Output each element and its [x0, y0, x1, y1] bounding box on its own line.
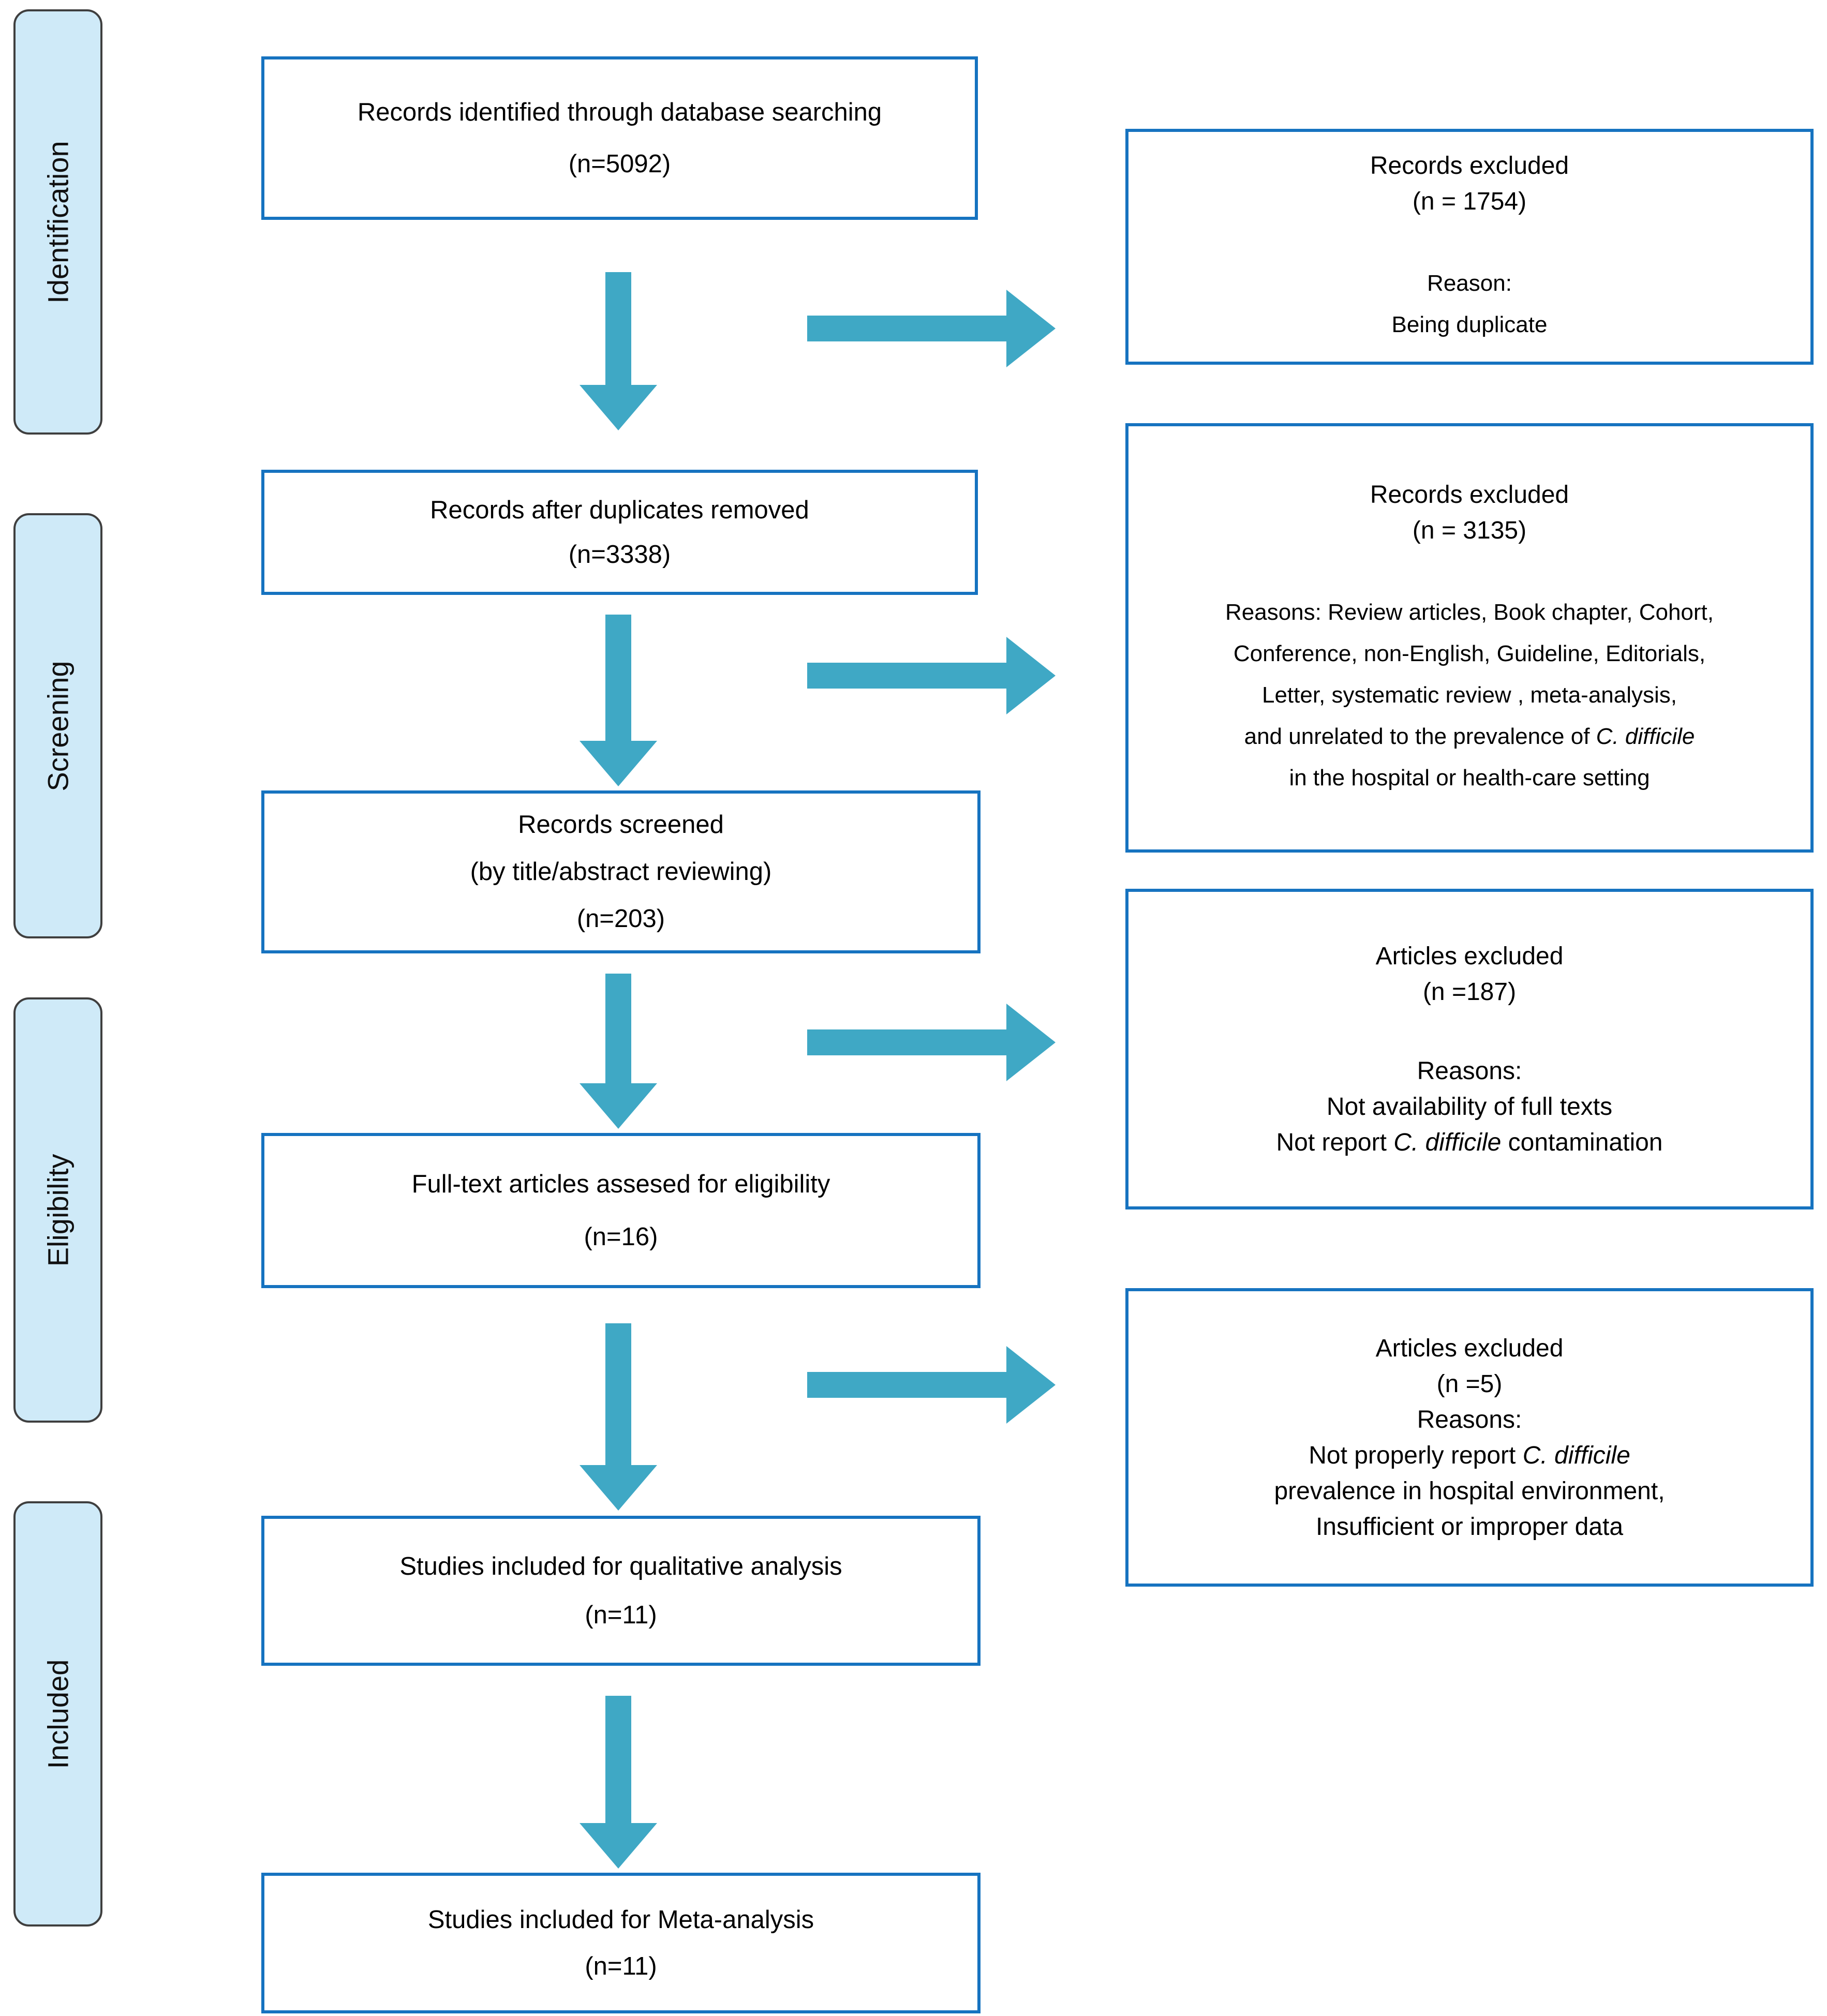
stage-label-screening	[13, 513, 102, 938]
italic-species-name: C. difficile	[1393, 1128, 1502, 1156]
reason-label: Reasons:	[1417, 1057, 1522, 1085]
right-arrow-1	[807, 290, 1056, 367]
excluded-title: Articles excluded	[1375, 1334, 1564, 1362]
arrow-shaft	[605, 1696, 631, 1823]
flow-box-duplicates-removed	[261, 470, 978, 595]
stage-label-text: Identification	[41, 140, 75, 304]
reason-text: Insufficient or improper data	[1315, 1513, 1624, 1541]
stage-label-identification	[13, 9, 102, 435]
arrow-head	[580, 1083, 657, 1129]
reason-text: Letter, systematic review , meta-analysis,	[1261, 682, 1677, 708]
arrow-shaft	[807, 663, 1006, 689]
box-count: (n=11)	[585, 1601, 657, 1629]
italic-species-name: C. difficile	[1522, 1441, 1630, 1469]
reason-text: and unrelated to the prevalence of C. difficile	[1244, 724, 1695, 749]
down-arrow-4	[580, 1323, 657, 1511]
arrow-head	[580, 385, 657, 430]
arrow-shaft	[605, 272, 631, 385]
excluded-box-screening	[1125, 423, 1814, 853]
box-text: Studies included for qualitative analysis	[399, 1552, 842, 1580]
stage-label-eligibility	[13, 997, 102, 1423]
reason-text: prevalence in hospital environment,	[1274, 1477, 1665, 1505]
box-count: (n=203)	[576, 905, 665, 933]
stage-label-text: Screening	[41, 660, 75, 792]
box-text: Records after duplicates removed	[430, 496, 809, 524]
box-text: Records identified through database searching	[357, 98, 882, 126]
box-text: (by title/abstract reviewing)	[470, 857, 772, 886]
right-arrow-3	[807, 1004, 1056, 1081]
box-text: Full-text articles assesed for eligibility	[411, 1170, 830, 1199]
down-arrow-1	[580, 272, 657, 430]
reason-text: Being duplicate	[1391, 312, 1548, 337]
box-count: (n=11)	[585, 1952, 657, 1980]
excluded-title: Articles excluded	[1375, 942, 1564, 970]
flow-box-records-identified	[261, 56, 978, 220]
flow-box-fulltext-assessed	[261, 1133, 981, 1288]
arrow-head	[1006, 637, 1056, 714]
reason-text: Reasons: Review articles, Book chapter, Cohort,	[1225, 600, 1714, 625]
reason-text: Not availability of full texts	[1326, 1093, 1613, 1121]
down-arrow-2	[580, 615, 657, 786]
excluded-count: (n =187)	[1422, 978, 1517, 1006]
arrow-head	[1006, 1004, 1056, 1081]
reason-text: Not report C. difficile contamination	[1276, 1128, 1663, 1156]
box-count: (n=16)	[584, 1222, 658, 1251]
excluded-count: (n = 3135)	[1412, 517, 1527, 544]
box-count: (n=5092)	[568, 150, 671, 178]
excluded-box-analysis	[1125, 1288, 1814, 1587]
excluded-count: (n = 1754)	[1412, 188, 1527, 215]
flow-box-meta-analysis	[261, 1873, 981, 2013]
excluded-box-duplicates	[1125, 129, 1814, 365]
arrow-head	[1006, 290, 1056, 367]
reason-label: Reasons:	[1417, 1406, 1522, 1433]
excluded-box-fulltext	[1125, 889, 1814, 1209]
box-text: Studies included for Meta-analysis	[427, 1906, 814, 1934]
arrow-shaft	[605, 615, 631, 741]
arrow-head	[1006, 1346, 1056, 1424]
arrow-head	[580, 741, 657, 786]
excluded-title: Records excluded	[1370, 152, 1569, 180]
excluded-title: Records excluded	[1370, 481, 1569, 509]
flow-box-qualitative-analysis	[261, 1516, 981, 1666]
arrow-shaft	[605, 974, 631, 1083]
box-count: (n=3338)	[568, 541, 671, 569]
reason-text: in the hospital or health-care setting	[1289, 765, 1650, 790]
reason-text: Not properly report C. difficile	[1309, 1441, 1630, 1469]
flow-box-records-screened	[261, 790, 981, 953]
stage-label-text: Eligibility	[41, 1154, 75, 1266]
reason-label: Reason:	[1427, 271, 1512, 296]
right-arrow-4	[807, 1346, 1056, 1424]
down-arrow-3	[580, 974, 657, 1129]
stage-label-included	[13, 1501, 102, 1927]
arrow-shaft	[807, 316, 1006, 341]
stage-label-text: Included	[41, 1659, 75, 1769]
reason-text: Conference, non-English, Guideline, Editorials,	[1233, 641, 1706, 666]
arrow-head	[580, 1465, 657, 1511]
arrow-head	[580, 1823, 657, 1869]
right-arrow-2	[807, 637, 1056, 714]
box-text: Records screened	[518, 810, 724, 839]
excluded-count: (n =5)	[1436, 1370, 1503, 1398]
arrow-shaft	[605, 1323, 631, 1465]
arrow-shaft	[807, 1372, 1006, 1398]
italic-species-name: C. difficile	[1596, 724, 1695, 749]
down-arrow-5	[580, 1696, 657, 1869]
arrow-shaft	[807, 1029, 1006, 1055]
